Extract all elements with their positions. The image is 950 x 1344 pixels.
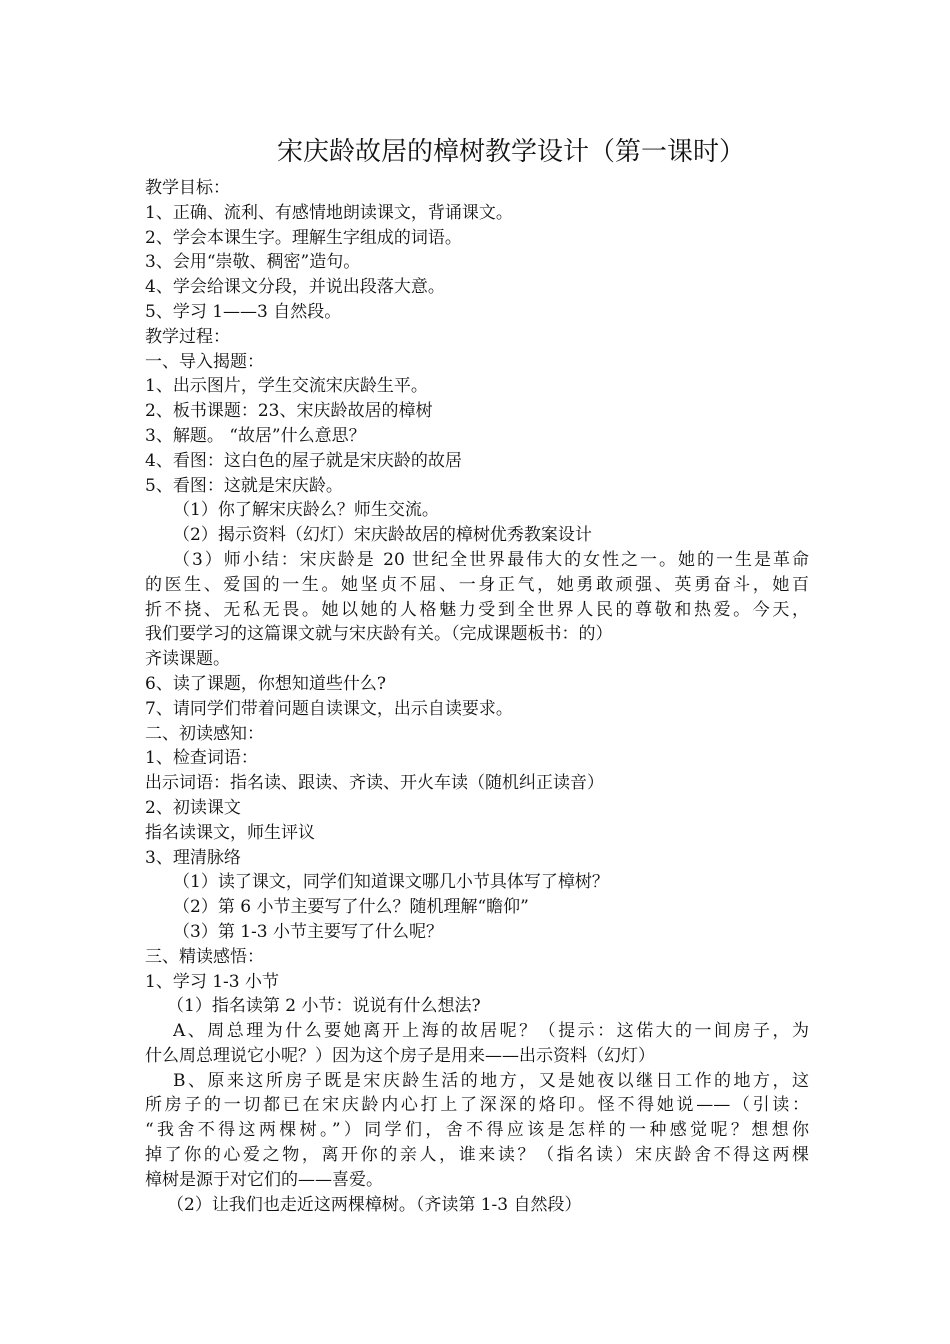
- text-line: “我舍不得这两棵树。”）同学们，舍不得应该是怎样的一种感觉呢？想想你: [145, 1120, 809, 1141]
- text-line: 4、看图：这白色的屋子就是宋庆龄的故居: [145, 450, 462, 471]
- text-line: （1）指名读第 2 小节：说说有什么想法?: [167, 996, 481, 1017]
- text-line: （3）第 1-3 小节主要写了什么呢？: [173, 921, 443, 942]
- text-line: 什么周总理说它小呢？）因为这个房子是用来——出示资料（幻灯）: [145, 1045, 655, 1066]
- text-line: 教学目标：: [145, 178, 230, 198]
- text-line: 樟树是源于对它们的——喜爱。: [145, 1169, 383, 1190]
- text-line: 6、读了课题，你想知道些什么?: [145, 673, 386, 694]
- text-line: 的医生、爱国的一生。她坚贞不屈、一身正气，她勇敢顽强、英勇奋斗，她百: [145, 574, 809, 595]
- text-line: 1、学习 1-3 小节: [145, 971, 279, 992]
- text-line: 指名读课文，师生评议: [145, 822, 315, 843]
- text-line: 二、初读感知：: [145, 723, 264, 744]
- text-line: （1）读了课文，同学们知道课文哪几小节具体写了樟树？: [173, 872, 609, 893]
- text-line: 我们要学习的这篇课文就与宋庆龄有关。（完成课题板书：的）: [145, 624, 613, 645]
- text-line: （2）揭示资料（幻灯）宋庆龄故居的樟树优秀教案设计: [173, 525, 592, 546]
- text-line: 5、看图：这就是宋庆龄。: [145, 475, 343, 496]
- text-line: 出示词语：指名读、跟读、齐读、开火车读（随机纠正读音）: [145, 773, 604, 794]
- text-line: 三、精读感悟：: [145, 946, 264, 967]
- text-line: B、原来这所房子既是宋庆龄生活的地方，又是她夜以继日工作的地方，这: [173, 1070, 809, 1091]
- text-line: （2）第 6 小节主要写了什么？随机理解“瞻仰”: [173, 897, 529, 918]
- text-line: 一、导入揭题：: [145, 351, 264, 372]
- text-line: （3）师小结：宋庆龄是 20 世纪全世界最伟大的女性之一。她的一生是革命: [173, 549, 809, 570]
- text-line: 7、请同学们带着问题自读课文，出示自读要求。: [145, 698, 513, 719]
- text-line: 1、出示图片，学生交流宋庆龄生平。: [145, 376, 428, 397]
- text-line: 5、学习 1——3 自然段。: [145, 301, 342, 322]
- text-line: 3、解题。 “故居”什么意思？: [145, 425, 366, 446]
- text-line: 1、检查词语：: [145, 748, 258, 769]
- text-line: 齐读课题。: [145, 649, 230, 670]
- document-body: [145, 176, 809, 1217]
- text-line: 折不挠、无私无畏。她以她的人格魅力受到全世界人民的尊敬和热爱。今天，: [145, 599, 809, 620]
- text-line: A、周总理为什么要她离开上海的故居呢？（提示：这偌大的一间房子，为: [173, 1021, 809, 1042]
- text-line: 2、初读课文: [145, 797, 241, 818]
- text-line: 1、正确、流利、有感情地朗读课文，背诵课文。: [145, 202, 513, 223]
- document-title: 宋庆龄故居的樟树教学设计（第一课时）: [276, 137, 745, 167]
- text-line: 3、理清脉络: [145, 847, 241, 868]
- text-line: 4、学会给课文分段，并说出段落大意。: [145, 277, 445, 298]
- text-line: 3、会用“崇敬、稠密”造句。: [145, 252, 361, 273]
- text-line: （1）你了解宋庆龄么？师生交流。: [173, 500, 439, 521]
- text-line: 2、学会本课生字。理解生字组成的词语。: [145, 227, 462, 248]
- text-line: 教学过程：: [145, 326, 230, 347]
- text-line: 掉了你的心爱之物，离开你的亲人，谁来读？（指名读）宋庆龄舍不得这两棵: [145, 1145, 809, 1166]
- text-line: （2）让我们也走近这两棵樟树。（齐读第 1-3 自然段）: [167, 1194, 582, 1215]
- text-line: 所房子的一切都已在宋庆龄内心打上了深深的烙印。怪不得她说——（引读：: [145, 1095, 809, 1116]
- text-line: 2、板书课题：23、宋庆龄故居的樟树: [145, 401, 433, 422]
